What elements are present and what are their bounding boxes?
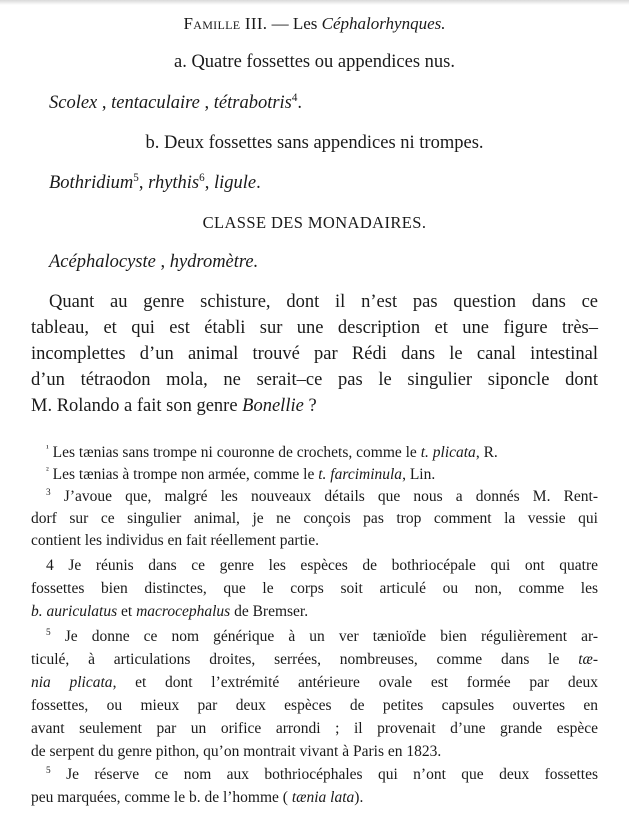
footnote-4-text-1: Je réunis dans ce genre les espèces de bothriocépale qui ont quatre bbox=[68, 557, 598, 574]
classe-heading: CLASSE DES MONADAIRES. bbox=[202, 213, 427, 232]
footnote-6-italic: tænia lata bbox=[291, 789, 355, 806]
footnote-2-italic: t. farciminula bbox=[318, 466, 403, 483]
footnote-ref-4: 4 bbox=[291, 91, 298, 104]
footnote-5-text-3: , et dont l’extrémité antérieure ovale est formée par deux bbox=[112, 674, 598, 691]
footnote-4-italic-2: macrocephalus bbox=[136, 603, 231, 620]
footnote-3-text-1: J’avoue que, malgré les nouveaux détails que nous a donnés M. Rent- bbox=[63, 488, 599, 505]
footnote-5-line-6: de serpent du genre pithon, qu’on montrait vivant à Paris en 1823. bbox=[31, 743, 442, 760]
famille-dash: — Les bbox=[267, 14, 322, 33]
genus-acephalocyste: Acéphalocyste bbox=[49, 252, 156, 272]
footnote-3-line-2: dorf sur ce singulier animal, je ne conçois pas trop comment la vessie qui bbox=[31, 510, 598, 527]
footnote-1-marker: ¹ bbox=[46, 443, 49, 454]
paragraph-last-suffix: ? bbox=[303, 396, 317, 416]
footnote-4-line-2: fossettes bien distinctes, que le corps soit articulé ou non, comme les bbox=[31, 580, 598, 597]
footnote-2-end: , Lin. bbox=[402, 466, 436, 483]
section-b-genera: Bothridium$^5$, rhythis$^6$, ligule. bbox=[49, 171, 261, 193]
paragraph-line-5 bbox=[31, 396, 598, 417]
genus-bothridium: Bothridium bbox=[49, 173, 134, 193]
section-a-heading: a. Quatre fossettes ou appendices nus. bbox=[173, 52, 455, 72]
footnote-5-line-4: fossettes, ou mieux par deux espèces de petites capsules ouvertes en bbox=[31, 697, 598, 714]
footnote-6-text-2: peu marquées, comme le b. de l’homme ( bbox=[31, 789, 292, 806]
footnote-4-marker: 4 bbox=[46, 557, 54, 574]
footnote-1-italic: t. plicata bbox=[420, 444, 476, 461]
footnote-4-italic-1: b. auriculatus bbox=[31, 603, 118, 620]
section-a-genera: Scolex , tentaculaire , tétrabotris$^4$. bbox=[49, 91, 303, 113]
section-b-heading: b. Deux fossettes sans appendices ni trompes. bbox=[145, 133, 484, 153]
footnote-5-line-3 bbox=[31, 674, 598, 692]
footnote-5-italic-3: nia plicata bbox=[31, 674, 113, 691]
genus-tentaculaire: tentaculaire bbox=[111, 93, 200, 113]
footnote-ref-5: 5 bbox=[133, 171, 139, 184]
footnote-2-marker: ² bbox=[46, 465, 49, 476]
paragraph-line-1: Quant au genre schisture, dont il n’est pas question dans ce bbox=[49, 292, 598, 312]
genus-scolex: Scolex bbox=[49, 93, 98, 113]
footnote-6-line-1 bbox=[46, 766, 598, 784]
genus-bonellie: Bonellie bbox=[242, 396, 304, 416]
footnote-5-line-2 bbox=[31, 651, 598, 669]
footnote-1-text: Les tænias sans trompe ni couronne de crochets, comme le bbox=[52, 444, 421, 461]
footnote-3-marker: 3 bbox=[46, 487, 51, 498]
footnote-5-line-1 bbox=[46, 628, 598, 646]
footnote-4-line-1 bbox=[46, 557, 598, 575]
genus-tetrabotris: tétrabotris bbox=[213, 93, 292, 113]
genus-ligule: ligule bbox=[213, 173, 257, 193]
paragraph-line-3: incomplettes d’un animal trouvé par Rédi dans le canal intestinal bbox=[31, 344, 598, 364]
footnote-3-line-1 bbox=[46, 488, 598, 506]
footnote-1-end: , R. bbox=[475, 444, 498, 461]
footnote-3-line-3: contient les individus en fait réellement partie. bbox=[31, 532, 319, 549]
classe-genera: Acéphalocyste , hydromètre. bbox=[49, 252, 259, 272]
footnote-1 bbox=[46, 444, 598, 462]
footnote-5-italic-2: tæ- bbox=[578, 651, 598, 668]
footnote-4-mid: et bbox=[117, 603, 137, 620]
footnote-5-text-2: ticulé, à articulations droites, serrées, nombreuses, comme dans le bbox=[31, 651, 579, 668]
footnote-2 bbox=[46, 466, 598, 484]
footnote-5-text-1: Je donne ce nom générique à un ver tænioïde bien régulièrement ar- bbox=[64, 628, 598, 645]
footnote-6-line-2 bbox=[31, 789, 598, 807]
paragraph-line-4: d’un tétraodon mola, ne serait–ce pas le singulier siponcle dont bbox=[31, 370, 598, 390]
footnote-4-line-3 bbox=[31, 603, 598, 621]
paragraph-last-prefix: M. Rolando a fait son genre bbox=[31, 396, 243, 416]
footnote-6-end: ). bbox=[354, 789, 364, 806]
footnote-5-line-5: avant seulement par un orifice arrondi ; il provenait d’une grande espèce bbox=[31, 720, 598, 737]
paragraph-line-2: tableau, et qui est établi sur une description et une figure très– bbox=[31, 318, 598, 338]
famille-heading bbox=[0, 14, 629, 34]
footnote-5-marker: 5 bbox=[46, 627, 51, 638]
famille-name: Céphalorhynques. bbox=[321, 14, 446, 33]
footnote-2-text: Les tænias à trompe non armée, comme le bbox=[52, 466, 319, 483]
footnote-6-text-1: Je réserve ce nom aux bothriocéphales qui n’ont que deux fossettes bbox=[66, 766, 598, 783]
genus-hydrometre: hydromètre. bbox=[169, 252, 259, 272]
footnote-4-end: de Bremser. bbox=[230, 603, 309, 620]
genus-rhythis: rhythis bbox=[148, 173, 200, 193]
famille-label: Famille III. bbox=[183, 14, 268, 33]
footnote-ref-6: 6 bbox=[199, 171, 205, 184]
footnote-6-marker: 5 bbox=[46, 765, 51, 776]
